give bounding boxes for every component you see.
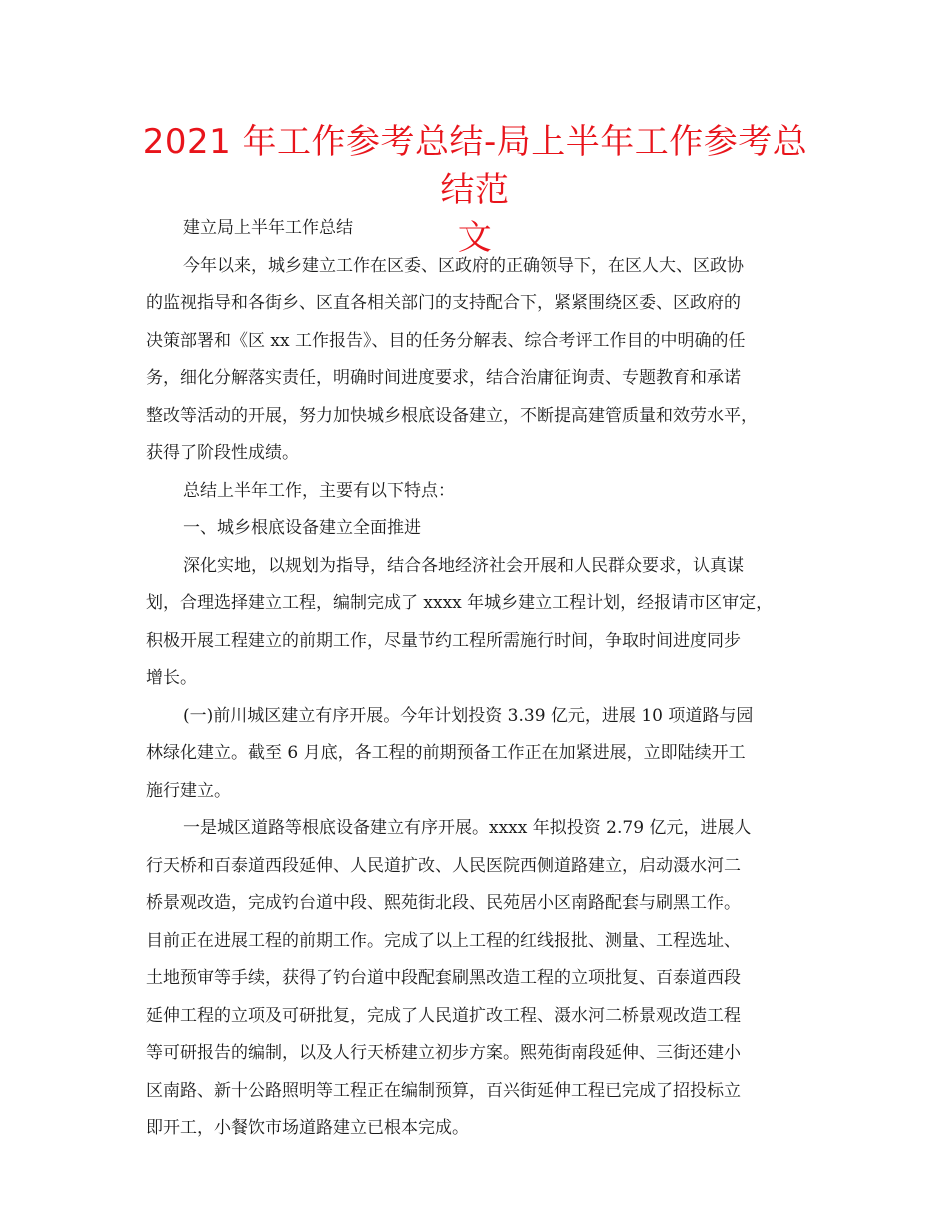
text-line: 的监视指导和各街乡、区直各相关部门的支持配合下，紧紧围绕区委、区政府的 xyxy=(146,293,741,313)
text-line: 总结上半年工作，主要有以下特点： xyxy=(183,480,455,501)
text-line: 增长。 xyxy=(146,668,197,688)
text-line: 目前正在进展工程的前期工作。完成了以上工程的红线报批、测量、工程选址、 xyxy=(146,930,741,951)
text-line: 一是城区道路等根底设备建立有序开展。xxxx 年拟投资 2.79 亿元，进展人 xyxy=(183,818,752,838)
title-line-1: 2021 年工作参考总结-局上半年工作参考总结范 xyxy=(142,122,808,210)
text-line: 深化实地，以规划为指导，结合各地经济社会开展和人民群众要求，认真谋 xyxy=(183,555,744,576)
text-line: 务，细化分解落实责任，明确时间进度要求，结合治庸征询责、专题教育和承诺 xyxy=(146,368,741,388)
text-line: 延伸工程的立项及可研批复，完成了人民道扩改工程、滠水河二桥景观改造工程 xyxy=(146,1005,741,1026)
text-line: 土地预审等手续，获得了钓台道中段配套刷黑改造工程的立项批复、百泰道西段 xyxy=(146,968,741,988)
text-line: 积极开展工程建立的前期工作，尽量节约工程所需施行时间，争取时间进度同步 xyxy=(146,630,741,651)
text-line: 整改等活动的开展，努力加快城乡根底设备建立，不断提高建管质量和效劳水平， xyxy=(146,405,758,426)
text-line: 桥景观改造，完成钓台道中段、熙苑街北段、民苑居小区南路配套与刷黑工作。 xyxy=(146,893,741,913)
text-line: 行天桥和百泰道西段延伸、人民道扩改、人民医院西侧道路建立，启动滠水河二 xyxy=(146,855,741,876)
paragraph-heading: 建立局上半年工作总结 xyxy=(183,218,353,238)
text-line: 林绿化建立。截至 6 月底，各工程的前期预备工作正在加紧进展，立即陆续开工 xyxy=(146,743,746,763)
text-line: 决策部署和《区 xx 工作报告》、目的任务分解表、综合考评工作目的中明确的任 xyxy=(146,330,746,351)
document-body xyxy=(146,213,811,1151)
text-line: 划，合理选择建立工程，编制完成了 xxxx 年城乡建立工程计划，经报请市区审定， xyxy=(146,593,774,613)
text-line: 今年以来，城乡建立工作在区委、区政府的正确领导下，在区人大、区政协 xyxy=(183,255,744,276)
title-line-2: 文 xyxy=(457,218,493,258)
text-line: 等可研报告的编制，以及人行天桥建立初步方案。熙苑街南段延伸、三街还建小 xyxy=(146,1043,741,1063)
section-heading: 一、城乡根底设备建立全面推进 xyxy=(183,518,421,538)
text-line: (一)前川城区建立有序开展。今年计划投资 3.39 亿元，进展 10 项道路与园 xyxy=(183,705,754,726)
text-line: 施行建立。 xyxy=(146,780,231,801)
text-line: 区南路、新十公路照明等工程正在编制预算，百兴街延伸工程已完成了招投标立 xyxy=(146,1080,741,1101)
text-line: 即开工，小餐饮市场道路建立已根本完成。 xyxy=(146,1118,469,1138)
text-line: 获得了阶段性成绩。 xyxy=(146,443,299,463)
